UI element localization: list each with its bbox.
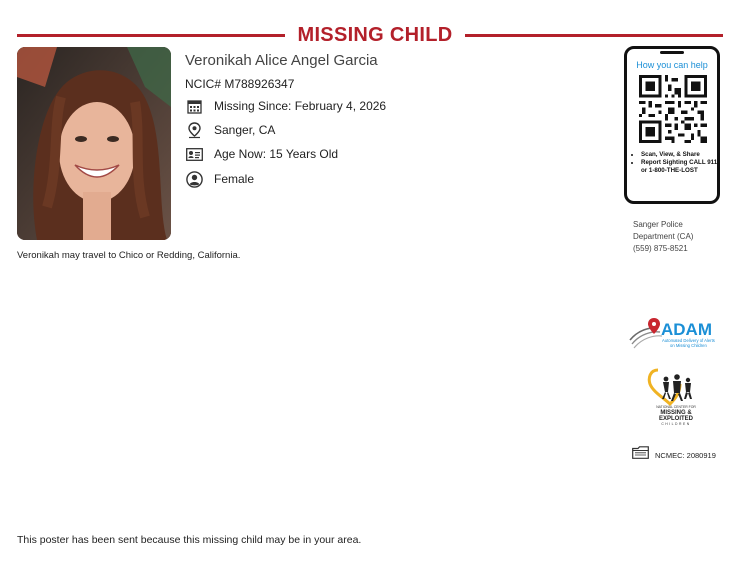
id-card-icon [185,145,203,163]
ncmec-logo [646,368,706,428]
help-bullet: • Report Sighting CALL 911 or 1-800-THE-LOST [641,159,719,175]
ncmec-line-2: MISSING & [660,410,692,416]
ncmec-line-3: EXPLOITED [658,416,694,422]
agency-name-line1: Sanger Police [633,220,683,229]
ncmec-line-1: NATIONAL CENTER FOR [656,405,696,409]
calendar-icon [185,97,203,115]
child-photo [17,47,171,240]
adam-subtitle-1: Automated Delivery of Alerts [662,338,715,343]
adam-subtitle-2: on Missing Children [670,343,707,348]
agency-phone[interactable]: (559) 875-8521 [633,244,688,253]
map-pin-icon [185,121,203,139]
poster-title: MISSING CHILD [297,24,453,46]
folder-icon [632,446,649,464]
header-rule-left [17,34,285,37]
travel-note: Veronikah may travel to Chico or Redding, California. [17,250,241,261]
age-row [185,145,338,163]
location-text: Sanger, CA [214,123,276,137]
child-name: Veronikah Alice Angel Garcia [185,52,378,69]
person-icon [185,170,203,188]
footer-note: This poster has been sent because this missing child may be in your area. [17,534,362,546]
sex-text: Female [214,172,255,186]
sex-row [185,170,254,188]
ncmec-line-4: CHILDREN [661,422,691,426]
adam-logo [628,316,720,356]
help-heading: How you can help [636,60,708,70]
case-number-row [632,446,716,464]
help-bullets [631,151,719,175]
agency-contact [633,219,693,255]
qr-code[interactable] [639,75,707,143]
missing-since-text: Missing Since: February 4, 2026 [214,99,387,113]
help-bullet: • Scan, View, & Share [641,151,719,159]
missing-since-row [185,97,386,115]
age-text: Age Now: 15 Years Old [214,147,339,161]
phone-notch [660,51,684,54]
help-phone-card [624,46,720,204]
adam-text: ADAM [661,320,712,339]
agency-name-line2: Department (CA) [633,232,694,241]
case-number: NCMEC: 2080919 [655,450,716,460]
location-row [185,121,275,139]
ncic-number: NCIC# M788926347 [185,77,295,91]
header-rule-right [465,34,723,37]
